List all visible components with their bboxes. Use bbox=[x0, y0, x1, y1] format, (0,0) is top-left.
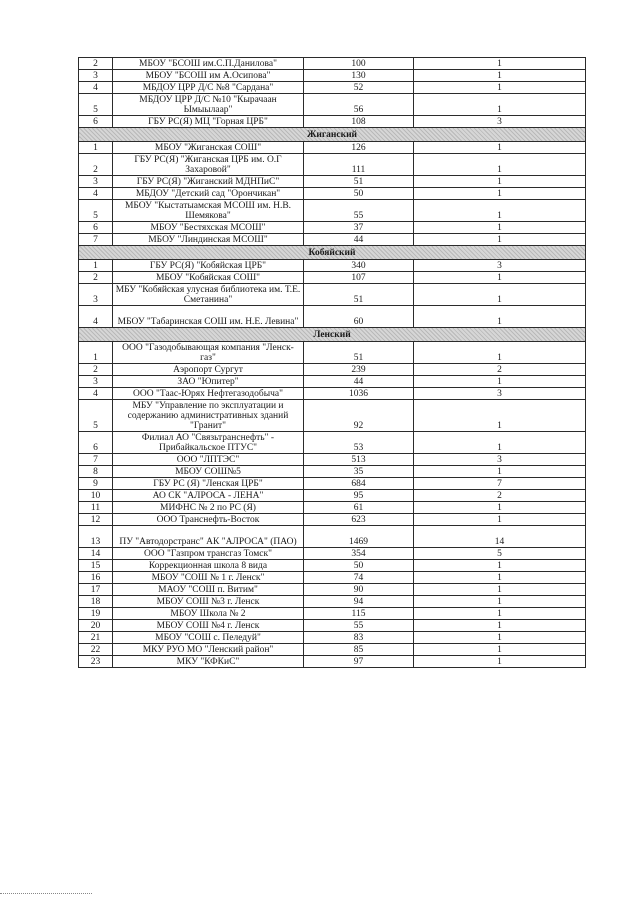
row-value: 55 bbox=[304, 200, 414, 222]
row-number: 3 bbox=[79, 376, 113, 388]
row-count: 1 bbox=[414, 572, 586, 584]
row-number: 12 bbox=[79, 514, 113, 526]
row-value: 50 bbox=[304, 188, 414, 200]
organization-name: Аэропорт Сургут bbox=[113, 364, 304, 376]
row-number: 14 bbox=[79, 548, 113, 560]
table-row bbox=[79, 548, 586, 560]
organization-name: МКУ РУО МО "Ленский район" bbox=[113, 644, 304, 656]
row-number: 11 bbox=[79, 502, 113, 514]
row-number: 6 bbox=[79, 222, 113, 234]
table-row bbox=[79, 116, 586, 128]
row-number: 13 bbox=[79, 526, 113, 548]
section-title: Кобяйский bbox=[79, 246, 586, 260]
footer-line bbox=[0, 893, 92, 894]
section-title: Ленский bbox=[79, 328, 586, 342]
row-value: 108 bbox=[304, 116, 414, 128]
row-number: 19 bbox=[79, 608, 113, 620]
row-value: 61 bbox=[304, 502, 414, 514]
row-count: 2 bbox=[414, 364, 586, 376]
row-value: 83 bbox=[304, 632, 414, 644]
row-value: 513 bbox=[304, 454, 414, 466]
table-row bbox=[79, 200, 586, 222]
organization-name: МБДОУ "Детский сад "Орончикан" bbox=[113, 188, 304, 200]
organization-name: МБОУ "Линдинская МСОШ" bbox=[113, 234, 304, 246]
row-value: 51 bbox=[304, 284, 414, 306]
organization-name: МБОУ "БСОШ им.С.П.Данилова" bbox=[113, 58, 304, 70]
row-value: 92 bbox=[304, 400, 414, 432]
row-value: 35 bbox=[304, 466, 414, 478]
row-count: 1 bbox=[414, 376, 586, 388]
organization-name: МБУ "Управление по эксплуатации и содержанию административных зданий "Гранит" bbox=[113, 400, 304, 432]
row-number: 4 bbox=[79, 82, 113, 94]
row-count: 1 bbox=[414, 176, 586, 188]
row-value: 623 bbox=[304, 514, 414, 526]
row-count: 1 bbox=[414, 284, 586, 306]
row-number: 5 bbox=[79, 400, 113, 432]
row-value: 97 bbox=[304, 656, 414, 668]
table-row bbox=[79, 188, 586, 200]
row-count: 1 bbox=[414, 608, 586, 620]
row-number: 5 bbox=[79, 94, 113, 116]
row-value: 50 bbox=[304, 560, 414, 572]
organization-name: ООО Транснефть-Восток bbox=[113, 514, 304, 526]
row-number: 9 bbox=[79, 478, 113, 490]
table-row bbox=[79, 572, 586, 584]
organization-name: МБОУ "Кобяйская СОШ" bbox=[113, 272, 304, 284]
row-number: 2 bbox=[79, 272, 113, 284]
row-number: 16 bbox=[79, 572, 113, 584]
row-number: 23 bbox=[79, 656, 113, 668]
table-row bbox=[79, 454, 586, 466]
row-count: 1 bbox=[414, 272, 586, 284]
table-row bbox=[79, 466, 586, 478]
row-value: 51 bbox=[304, 342, 414, 364]
organization-name: МБОУ "БСОШ им А.Осипова" bbox=[113, 70, 304, 82]
row-count: 1 bbox=[414, 400, 586, 432]
organization-name: МБОУ "СОШ с. Пеледуй" bbox=[113, 632, 304, 644]
organization-name: МБОУ СОШ№5 bbox=[113, 466, 304, 478]
row-value: 354 bbox=[304, 548, 414, 560]
row-number: 20 bbox=[79, 620, 113, 632]
row-number: 7 bbox=[79, 454, 113, 466]
table-row bbox=[79, 432, 586, 454]
row-number: 8 bbox=[79, 466, 113, 478]
row-count: 5 bbox=[414, 548, 586, 560]
row-count: 1 bbox=[414, 82, 586, 94]
row-count: 1 bbox=[414, 94, 586, 116]
row-count: 1 bbox=[414, 222, 586, 234]
row-value: 56 bbox=[304, 94, 414, 116]
table-row bbox=[79, 620, 586, 632]
row-value: 684 bbox=[304, 478, 414, 490]
row-count: 7 bbox=[414, 478, 586, 490]
row-number: 5 bbox=[79, 200, 113, 222]
table-row bbox=[79, 342, 586, 364]
organization-name: ООО "ЛПТЭС" bbox=[113, 454, 304, 466]
table-row bbox=[79, 260, 586, 272]
row-number: 2 bbox=[79, 364, 113, 376]
organization-name: МКУ "КФКиС" bbox=[113, 656, 304, 668]
table-row bbox=[79, 632, 586, 644]
organization-name: ПУ "Автодорстранс" АК "АЛРОСА" (ПАО) bbox=[113, 526, 304, 548]
row-count: 1 bbox=[414, 620, 586, 632]
row-number: 1 bbox=[79, 342, 113, 364]
data-table bbox=[78, 57, 586, 668]
row-value: 51 bbox=[304, 176, 414, 188]
row-count: 1 bbox=[414, 560, 586, 572]
row-count: 1 bbox=[414, 188, 586, 200]
row-count: 1 bbox=[414, 154, 586, 176]
table-row bbox=[79, 608, 586, 620]
organization-name: ГБУ РС(Я) "Кобяйская ЦРБ" bbox=[113, 260, 304, 272]
row-value: 126 bbox=[304, 142, 414, 154]
table-body bbox=[79, 58, 586, 668]
organization-name: ЗАО "Юпитер" bbox=[113, 376, 304, 388]
organization-name: МИФНС № 2 по РС (Я) bbox=[113, 502, 304, 514]
table-row bbox=[79, 142, 586, 154]
table-row bbox=[79, 154, 586, 176]
row-value: 111 bbox=[304, 154, 414, 176]
table-row bbox=[79, 526, 586, 548]
organization-name: ГБУ РС (Я) "Ленская ЦРБ" bbox=[113, 478, 304, 490]
row-count: 1 bbox=[414, 58, 586, 70]
organization-name: МБОУ Школа № 2 bbox=[113, 608, 304, 620]
organization-name: МБОУ СОШ №3 г. Ленск bbox=[113, 596, 304, 608]
row-value: 44 bbox=[304, 234, 414, 246]
row-count: 1 bbox=[414, 234, 586, 246]
row-value: 100 bbox=[304, 58, 414, 70]
row-number: 6 bbox=[79, 116, 113, 128]
row-count: 1 bbox=[414, 466, 586, 478]
row-number: 3 bbox=[79, 284, 113, 306]
section-row bbox=[79, 328, 586, 342]
row-value: 52 bbox=[304, 82, 414, 94]
table-row bbox=[79, 644, 586, 656]
row-value: 239 bbox=[304, 364, 414, 376]
table-row bbox=[79, 222, 586, 234]
organization-name: ГБУ РС(Я) "Жиганская ЦРБ им. О.Г Захаровой" bbox=[113, 154, 304, 176]
row-count: 3 bbox=[414, 454, 586, 466]
table-row bbox=[79, 82, 586, 94]
organization-name: Коррекционная школа 8 вида bbox=[113, 560, 304, 572]
row-value: 107 bbox=[304, 272, 414, 284]
row-count: 1 bbox=[414, 632, 586, 644]
row-value: 90 bbox=[304, 584, 414, 596]
row-count: 1 bbox=[414, 142, 586, 154]
organization-name: Филиал АО "Связьтранснефть" - Прибайкальское ПТУС" bbox=[113, 432, 304, 454]
row-number: 15 bbox=[79, 560, 113, 572]
row-count: 3 bbox=[414, 116, 586, 128]
section-row bbox=[79, 246, 586, 260]
row-number: 3 bbox=[79, 70, 113, 82]
row-count: 1 bbox=[414, 342, 586, 364]
table-row bbox=[79, 584, 586, 596]
table-row bbox=[79, 272, 586, 284]
row-value: 130 bbox=[304, 70, 414, 82]
organization-name: МБОУ "Бестяхская МСОШ" bbox=[113, 222, 304, 234]
row-number: 3 bbox=[79, 176, 113, 188]
organization-name: МБОУ "Кыстатыамская МСОШ им. Н.В. Шемякова" bbox=[113, 200, 304, 222]
organization-name: ГБУ РС(Я) МЦ "Горная ЦРБ" bbox=[113, 116, 304, 128]
row-number: 17 bbox=[79, 584, 113, 596]
table-row bbox=[79, 478, 586, 490]
row-value: 115 bbox=[304, 608, 414, 620]
row-value: 44 bbox=[304, 376, 414, 388]
table-row bbox=[79, 306, 586, 328]
organization-name: АО СК "АЛРОСА - ЛЕНА" bbox=[113, 490, 304, 502]
row-value: 55 bbox=[304, 620, 414, 632]
row-number: 7 bbox=[79, 234, 113, 246]
row-value: 74 bbox=[304, 572, 414, 584]
table-row bbox=[79, 58, 586, 70]
row-value: 340 bbox=[304, 260, 414, 272]
table-row bbox=[79, 490, 586, 502]
row-count: 2 bbox=[414, 490, 586, 502]
table-row bbox=[79, 284, 586, 306]
section-title: Жиганский bbox=[79, 128, 586, 142]
table-row bbox=[79, 376, 586, 388]
row-number: 2 bbox=[79, 58, 113, 70]
organization-name: ООО "Таас-Юрях Нефтегазодобыча" bbox=[113, 388, 304, 400]
row-number: 22 bbox=[79, 644, 113, 656]
row-number: 4 bbox=[79, 388, 113, 400]
table-row bbox=[79, 70, 586, 82]
organization-name: МБОУ "Табаринская СОШ им. Н.Е. Левина" bbox=[113, 306, 304, 328]
table-row bbox=[79, 514, 586, 526]
section-row bbox=[79, 128, 586, 142]
row-number: 1 bbox=[79, 260, 113, 272]
row-value: 95 bbox=[304, 490, 414, 502]
row-number: 6 bbox=[79, 432, 113, 454]
organization-name: МБДОУ ЦРР Д/С №10 "Кырачаан Ымыылаар" bbox=[113, 94, 304, 116]
table-row bbox=[79, 560, 586, 572]
row-number: 1 bbox=[79, 142, 113, 154]
organization-name: ООО "Газпром трансгаз Томск" bbox=[113, 548, 304, 560]
table-row bbox=[79, 502, 586, 514]
row-count: 1 bbox=[414, 584, 586, 596]
table-row bbox=[79, 388, 586, 400]
row-count: 3 bbox=[414, 388, 586, 400]
row-value: 1036 bbox=[304, 388, 414, 400]
row-value: 85 bbox=[304, 644, 414, 656]
row-number: 2 bbox=[79, 154, 113, 176]
row-number: 18 bbox=[79, 596, 113, 608]
table-row bbox=[79, 94, 586, 116]
row-number: 21 bbox=[79, 632, 113, 644]
organization-name: ГБУ РС(Я) "Жиганский МДНПиС" bbox=[113, 176, 304, 188]
row-count: 14 bbox=[414, 526, 586, 548]
row-value: 1469 bbox=[304, 526, 414, 548]
organization-name: МБОУ "Жиганская СОШ" bbox=[113, 142, 304, 154]
row-count: 1 bbox=[414, 70, 586, 82]
row-value: 60 bbox=[304, 306, 414, 328]
row-number: 4 bbox=[79, 188, 113, 200]
table-row bbox=[79, 364, 586, 376]
table-row bbox=[79, 234, 586, 246]
row-count: 1 bbox=[414, 200, 586, 222]
row-value: 37 bbox=[304, 222, 414, 234]
row-count: 1 bbox=[414, 514, 586, 526]
table-row bbox=[79, 176, 586, 188]
row-count: 1 bbox=[414, 596, 586, 608]
organization-name: ООО "Газодобывающая компания "Ленск-газ" bbox=[113, 342, 304, 364]
table-row bbox=[79, 400, 586, 432]
organization-name: МБУ "Кобяйская улусная библиотека им. Т.Е. Сметанина" bbox=[113, 284, 304, 306]
organization-name: МБОУ "СОШ № 1 г. Ленск" bbox=[113, 572, 304, 584]
table-row bbox=[79, 656, 586, 668]
row-number: 10 bbox=[79, 490, 113, 502]
row-count: 1 bbox=[414, 432, 586, 454]
row-count: 1 bbox=[414, 644, 586, 656]
row-number: 4 bbox=[79, 306, 113, 328]
organization-name: МАОУ "СОШ п. Витим" bbox=[113, 584, 304, 596]
row-value: 94 bbox=[304, 596, 414, 608]
row-value: 53 bbox=[304, 432, 414, 454]
row-count: 3 bbox=[414, 260, 586, 272]
table-row bbox=[79, 596, 586, 608]
organization-name: МБДОУ ЦРР Д/С №8 "Сардана" bbox=[113, 82, 304, 94]
organization-name: МБОУ СОШ №4 г. Ленск bbox=[113, 620, 304, 632]
row-count: 1 bbox=[414, 656, 586, 668]
row-count: 1 bbox=[414, 306, 586, 328]
row-count: 1 bbox=[414, 502, 586, 514]
